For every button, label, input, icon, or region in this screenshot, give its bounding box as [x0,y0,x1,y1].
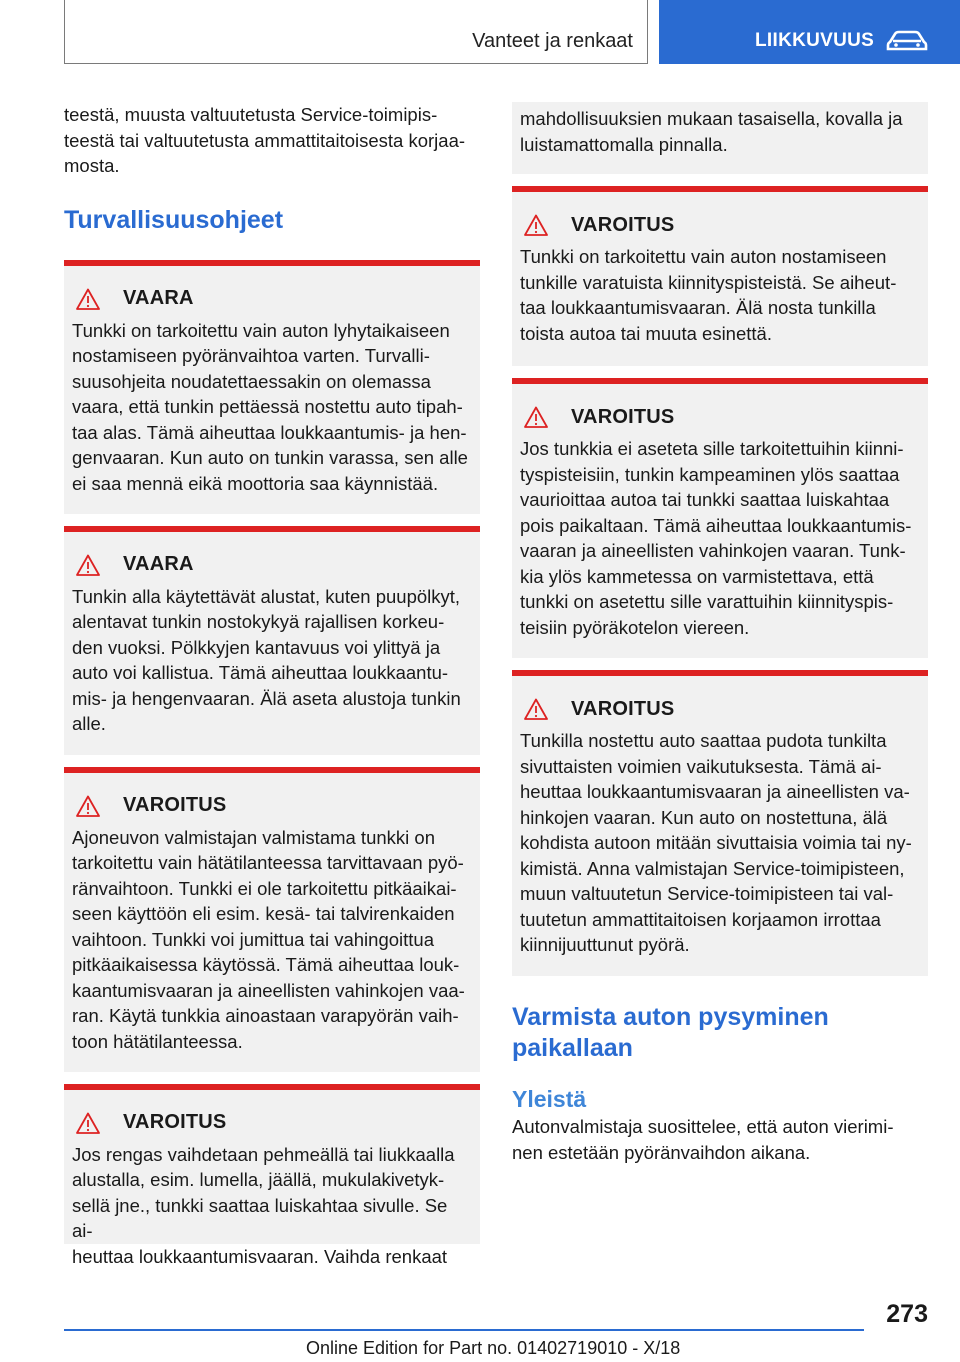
warning-triangle-icon [76,554,100,576]
page-number: 273 [886,1300,928,1328]
warning-triangle-icon [524,214,548,236]
warning-title: VAROITUS [571,405,675,428]
warning-triangle-icon [76,288,100,310]
continuation-text: mahdollisuuksien mukaan tasaisella, kovalla ja luistamattomalla pinnalla. [520,108,903,155]
warning-triangle-icon [76,795,100,817]
warning-text: Tunkki on tarkoitettu vain auton lyhytaikaiseen nostamiseen pyöränvaihtoa varten. Turvalli- suusohjeita noudatettaessakin on olemassa vaara, että tunkin pettäessä nostettu auto tipah- taa alas. Tämä aiheuttaa loukkaantumis- ja hen- genvaaran. Kun auto on tunkin varassa, sen alle ei saa mennä eikä moottoria saa käynnistää. [72,319,468,494]
warning-triangle-icon [524,698,548,720]
warning-text: Tunkki on tarkoitettu vain auton nostamiseen tunkille varatuista kiinnityspisteistä. Se aiheut- taa loukkaantumisvaaran. Älä nosta tunkilla toista autoa tai muuta esinettä. [520,246,897,344]
warning-text: Tunkin alla käytettävät alustat, kuten puupölkyt, alentavat tunkin nostokykyä rajallisen korkeu- den vuoksi. Pölkkyjen kantavuus voi ylittyä ja auto voi kallistua. Tämä aiheuttaa loukkaantu- mis- ja hengenvaaran. Älä aseta alustoja tunkin alle. [72,585,461,734]
warning-triangle-icon [76,1112,100,1134]
warning-box [512,670,928,976]
right-column [512,102,928,1165]
warning-box [64,260,480,514]
warning-title: VAROITUS [571,213,675,236]
warning-box [64,1084,480,1267]
section-heading: Varmista auton pysyminen paikallaan [512,1003,829,1062]
warning-box [64,767,480,1072]
warning-text: Jos tunkkia ei aseteta sille tarkoitettuihin kiinni- tyspisteisiin, tunkin kampeaminen ylös saattaa vaurioittaa autoa tai tunkki saattaa luiskahtaa pois paikaltaan. Tämä aiheuttaa loukkaantumis- vaaran ja aineellisten vahinkojen vaaran. Tunk- kia ylös kammetessa on varmistettava, että tunkki on asetettu sille varattuihin kiinnityspis- teisiin pyöräkotelon viereen. [520,438,912,638]
warning-box [512,186,928,366]
warning-title: VAARA [123,287,194,309]
header-section-box [64,0,648,64]
warning-text: Tunkilla nostettu auto saattaa pudota tunkilta sivuttaisten voimien vaikutuksesta. Tämä ai- heuttaa loukkaantumisvaaran ja aineellisten va- hinkojen vaaran. Kun auto on nostettuna, älä kohdista autoon mitään sivuttaisia voimia tai ny- kimistä. Anna valmistajan Service-toimipisteen, muun valtuutetun Service-toimipisteen tai val- tuutetun ammattitaitoisen korjaamon irrottaa kiinnijuuttunut pyörä. [520,730,912,955]
warning-text: Jos rengas vaihdetaan pehmeällä tai liukkaalla alustalla, esim. lumella, jäällä, mukulakivetyk- sellä jne., tunkki saattaa luiskahtaa sivulle. Se ai- heuttaa loukkaantumisvaaran. Vaihda renkaat [72,1143,455,1267]
warning-text: Ajoneuvon valmistajan valmistama tunkki on tarkoitettu vain hätätilanteessa tarvittavaan pyö- ränvaihtoon. Tunkki ei ole tarkoitettu pitkäaikai- seen käyttöön eli esim. kesä- tai talvirenkaiden vaihtoon. Tunkki voi jumittua tai vahingoittua pitkäaikaisessa käytössä. Tämä aiheuttaa louk- kaantumisvaaran ja aineellisten vahinkojen vaa- ran. Käytä tunkkia ainoastaan varapyörän vaih- toon hätätilanteessa. [72,826,465,1052]
warning-title: VAROITUS [123,1111,227,1133]
warning-title: VAARA [123,553,194,575]
car-icon [886,30,928,57]
section-title: Vanteet ja renkaat [472,30,633,52]
chapter-tab[interactable] [659,0,960,64]
intro-paragraph: teestä, muusta valtuutetusta Service-toimipis- teestä tai valtuutetusta ammattitaitoisesta korjaa- mosta. [64,104,466,176]
warning-title: VAROITUS [571,697,675,720]
left-column [64,102,480,1267]
footer-divider [64,1329,864,1331]
warning-triangle-icon [524,406,548,428]
body-paragraph: Autonvalmistaja suosittelee, että auton vierimi- nen estetään pyöränvaihdon aikana. [512,1116,894,1163]
warning-box [64,526,480,755]
warning-box [512,378,928,658]
section-heading: Turvallisuusohjeet [64,205,284,234]
subheading: Yleistä [512,1086,587,1112]
chapter-label: LIIKKUVUUS [755,30,875,51]
warning-title: VAROITUS [123,794,227,816]
warning-continuation [512,102,928,174]
edition-text: Online Edition for Part no. 01402719010 - X/18 [306,1338,681,1358]
